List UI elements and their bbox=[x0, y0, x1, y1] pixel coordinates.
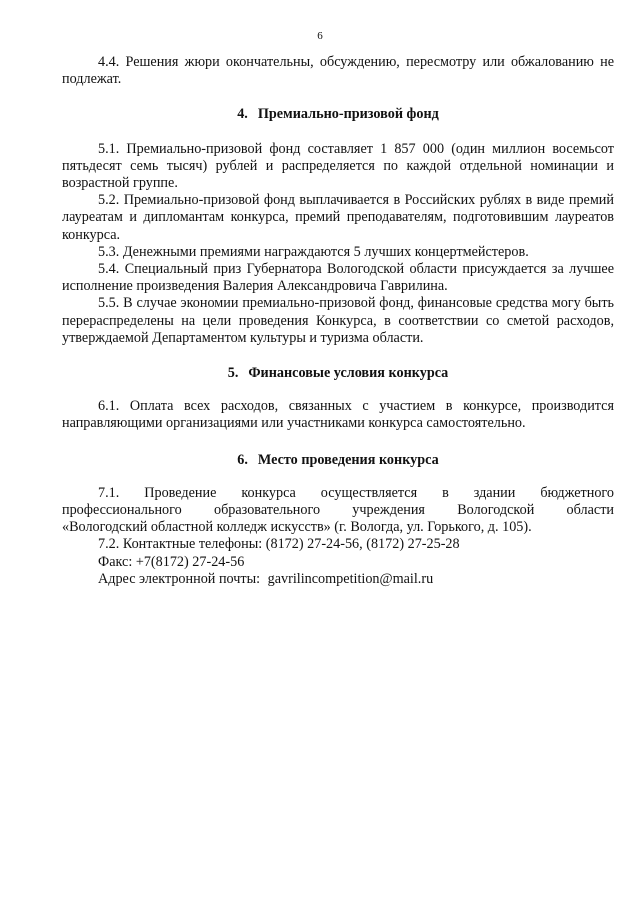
contact-fax: Факс: +7(8172) 27-24-56 bbox=[98, 553, 245, 570]
section-heading-4 bbox=[62, 106, 614, 123]
paragraph-7-1-line-2: профессионального образовательного учреждения Вологодской области bbox=[62, 502, 614, 519]
section-title: Место проведения конкурса bbox=[257, 451, 439, 468]
section-heading-5 bbox=[62, 365, 614, 382]
section-title: Финансовые условия конкурса bbox=[248, 365, 449, 382]
document-body bbox=[62, 54, 614, 588]
paragraph-6-1: 6.1. Оплата всех расходов, связанных с участием в конкурсе, производится направляющими организациями или участниками конкурса самостоятельно. bbox=[62, 398, 614, 432]
paragraph-7-1-line-1: 7.1. Проведение конкурса осуществляется в здании бюджетного bbox=[98, 484, 614, 501]
paragraph-4-4: 4.4. Решения жюри окончательны, обсуждению, пересмотру или обжалованию не подлежат. bbox=[62, 54, 614, 88]
paragraph-7-1-line-3: «Вологодский областной колледж искусств» (г. Вологда, ул. Горького, д. 105). bbox=[62, 519, 532, 536]
paragraph-5-4: 5.4. Специальный приз Губернатора Вологодской области присуждается за лучшее исполнение произведения Валерия Александровича Гаврилина. bbox=[62, 261, 614, 295]
paragraph-5-1: 5.1. Премиально-призовой фонд составляет 1 857 000 (один миллион восемьсот пятьдесят семь тысяч) рублей и распределяется по каждой отдельной номинации и возрастной группе. bbox=[62, 140, 614, 192]
contact-phones: 7.2. Контактные телефоны: (8172) 27-24-56, (8172) 27-25-28 bbox=[98, 536, 460, 553]
section-title: Премиально-призовой фонд bbox=[257, 106, 439, 123]
section-number: 6. bbox=[237, 451, 248, 468]
paragraph-5-5: 5.5. В случае экономии премиально-призовой фонд, финансовые средства могу быть перераспределены на цели проведения Конкурса, в соответствии со сметой расходов, утверждаемой Департаментом культуры и туризма области. bbox=[62, 295, 614, 346]
paragraph-5-2: 5.2. Премиально-призовой фонд выплачивается в Российских рублях в виде премий лауреатам и дипломантам конкурса, премий преподавателям, подготовившим лауреатов конкурса. bbox=[62, 192, 614, 243]
contact-email bbox=[62, 571, 614, 588]
email-address[interactable]: gavrilincompetition@mail.ru bbox=[267, 570, 434, 587]
section-heading-6 bbox=[62, 452, 614, 469]
section-number: 5. bbox=[227, 365, 239, 382]
section-number: 4. bbox=[237, 106, 248, 123]
paragraph-5-3: 5.3. Денежными премиями награждаются 5 лучших концертмейстеров. bbox=[98, 243, 529, 260]
page-number: 6 bbox=[317, 30, 323, 42]
email-label: Адрес электронной почты: bbox=[98, 570, 261, 587]
